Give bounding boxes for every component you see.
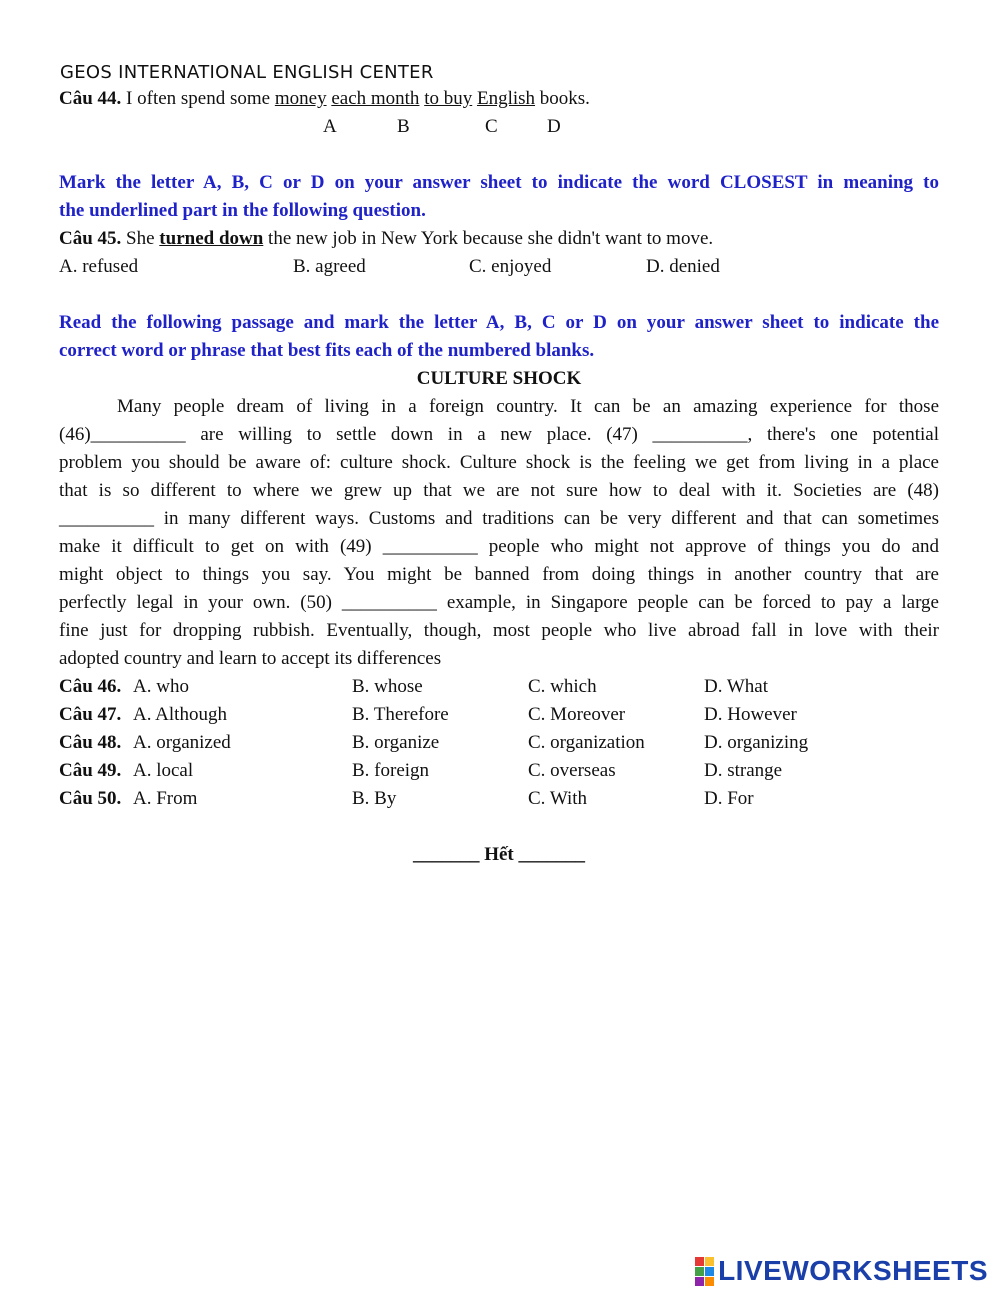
q44-letter-c: C — [485, 116, 498, 137]
instruction-closest-line2: the underlined part in the following question. — [59, 200, 426, 221]
option-d: D. For — [704, 788, 754, 809]
q45-underlined-phrase: turned down — [159, 228, 264, 249]
q45-option-c: C. enjoyed — [469, 256, 552, 277]
passage-title: CULTURE SHOCK — [416, 368, 582, 389]
q44-text-pre: I often spend some — [126, 88, 271, 109]
passage-line: that is so different to where we grew up that we are not sure how to deal with it. Societies are (48) — [59, 480, 939, 501]
option-c: C. organization — [528, 732, 645, 753]
passage-line: might object to things you say. You might be banned from doing things in another country that are — [59, 564, 939, 585]
passage-line: fine just for dropping rubbish. Eventually, though, most people who live abroad fall in love with their — [59, 620, 939, 641]
question-row — [59, 729, 939, 757]
q44-letter-b: B — [397, 116, 410, 137]
option-a: A. Although — [133, 704, 227, 725]
passage-line: Many people dream of living in a foreign country. It can be an amazing experience for those — [117, 396, 939, 417]
passage-line: problem you should be aware of: culture shock. Culture shock is the feeling we get from living in a place — [59, 452, 939, 473]
option-d: D. However — [704, 704, 797, 725]
end-marker: _______ Hết _______ — [412, 844, 586, 865]
q45-option-a: A. refused — [59, 256, 139, 277]
option-b: B. organize — [352, 732, 440, 753]
logo-text: LIVEWORKSHEETS — [718, 1255, 988, 1286]
question-row — [59, 673, 939, 701]
passage-line: adopted country and learn to accept its differences — [59, 648, 442, 669]
option-a: A. From — [133, 788, 198, 809]
option-c: C. overseas — [528, 760, 616, 781]
passage-line: __________ in many different ways. Customs and traditions can be very different and that can sometimes — [59, 508, 939, 529]
question-44-label: Câu 44. — [59, 88, 122, 109]
option-c: C. Moreover — [528, 704, 626, 725]
q45-option-d: D. denied — [646, 256, 720, 277]
question-label: Câu 50. — [59, 788, 122, 809]
option-b: B. Therefore — [352, 704, 449, 725]
option-c: C. which — [528, 676, 597, 697]
question-label: Câu 48. — [59, 732, 122, 753]
option-b: B. By — [352, 788, 397, 809]
q45-text-pre: She — [126, 228, 155, 249]
passage-line: make it difficult to get on with (49) __________ people who might not approve of things you do and — [59, 536, 939, 557]
option-d: D. strange — [704, 760, 783, 781]
passage-line: (46)__________ are willing to settle down in a new place. (47) __________, there's one potential — [59, 424, 939, 445]
question-row — [59, 757, 939, 785]
option-c: C. With — [528, 788, 588, 809]
liveworksheets-logo — [695, 1255, 988, 1287]
q44-underline-d: English — [476, 88, 536, 109]
q45-option-b: B. agreed — [293, 256, 366, 277]
question-row — [59, 785, 939, 813]
instruction-closest-line1: Mark the letter A, B, C or D on your answer sheet to indicate the word CLOSEST in meaning to — [59, 172, 939, 193]
question-label: Câu 49. — [59, 760, 122, 781]
passage-line: perfectly legal in your own. (50) __________ example, in Singapore people can be forced to pay a large — [59, 592, 939, 613]
option-d: D. What — [704, 676, 769, 697]
option-b: B. whose — [352, 676, 423, 697]
question-45 — [59, 225, 939, 253]
option-a: A. local — [133, 760, 194, 781]
logo-icon — [695, 1257, 714, 1286]
option-d: D. organizing — [704, 732, 809, 753]
question-label: Câu 46. — [59, 676, 122, 697]
question-row — [59, 701, 939, 729]
q44-letter-d: D — [547, 116, 561, 137]
question-44 — [59, 85, 939, 113]
q44-underline-a: money — [274, 88, 327, 109]
question-45-label: Câu 45. — [59, 228, 122, 249]
q45-text-post: the new job in New York because she didn't want to move. — [268, 228, 714, 249]
q44-text-post: books. — [539, 88, 590, 109]
question-label: Câu 47. — [59, 704, 122, 725]
center-header: GEOS INTERNATIONAL ENGLISH CENTER — [60, 62, 434, 83]
q44-underline-b: each month — [331, 88, 420, 109]
option-a: A. who — [133, 676, 189, 697]
instruction-passage-line2: correct word or phrase that best fits each of the numbered blanks. — [59, 340, 595, 361]
q44-underline-c: to buy — [424, 88, 473, 109]
option-b: B. foreign — [352, 760, 430, 781]
option-a: A. organized — [133, 732, 231, 753]
instruction-passage-line1: Read the following passage and mark the letter A, B, C or D on your answer sheet to indicate the — [59, 312, 939, 333]
q44-letter-a: A — [323, 116, 337, 137]
